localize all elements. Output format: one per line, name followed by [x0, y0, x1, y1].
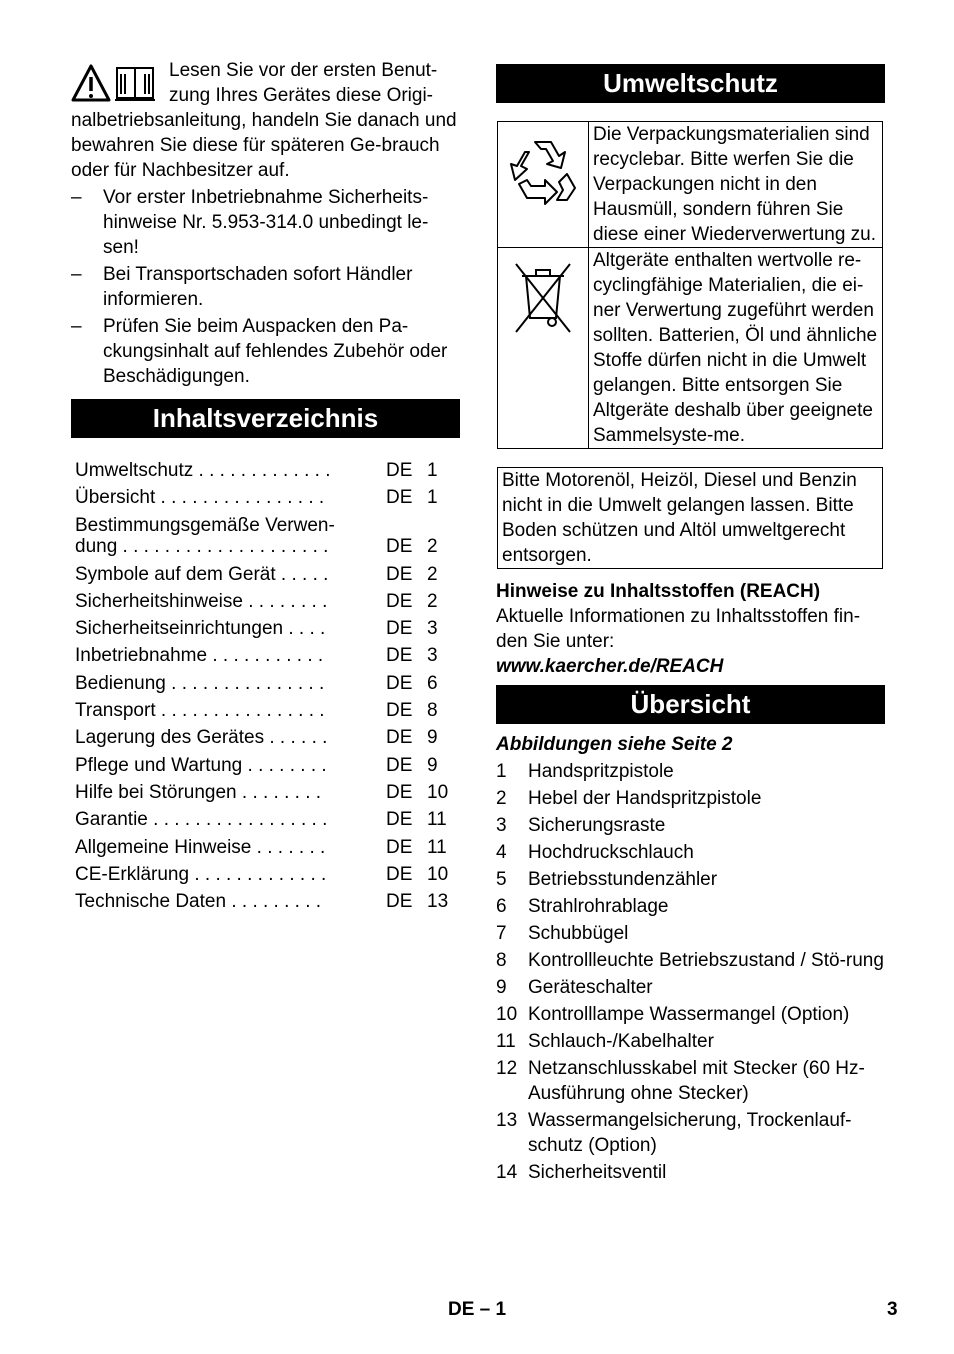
intro-first-line: Lesen Sie vor der ersten Benut- [169, 60, 438, 81]
parts-list [496, 759, 885, 1185]
list-item [71, 314, 460, 389]
toc-entry-title: Bestimmungsgemäße Verwen- [75, 514, 335, 536]
list-item [496, 921, 885, 946]
item-label: Hebel der Handspritzpistole [528, 788, 762, 809]
list-item [496, 1029, 885, 1054]
toc-entry-page: 1 [427, 487, 438, 509]
bin-cell [498, 248, 589, 449]
footer-lang-page: DE – 1 [448, 1299, 507, 1320]
toc-entry[interactable] [75, 778, 460, 805]
list-item [496, 975, 885, 1000]
bullet-text: Bei Transportschaden sofort Händler informieren. [103, 264, 413, 310]
toc-entry-page: 10 [427, 863, 449, 885]
item-label: Schlauch-/Kabelhalter [528, 1031, 714, 1052]
item-number: 11 [496, 1031, 516, 1052]
list-item [496, 1108, 885, 1158]
item-label: Schubbügel [528, 923, 629, 944]
toc-leader-dots: . . . . . . . . . . . . . . . . . . . . [117, 535, 329, 557]
environment-heading: Umweltschutz [496, 64, 885, 103]
reach-link[interactable]: www.kaercher.de/REACH [496, 656, 724, 677]
list-item [496, 894, 885, 919]
toc-entry-page: 13 [427, 891, 449, 913]
item-number: 5 [496, 869, 507, 890]
toc-entry-title: Transport . . . . . . . . . . . . . . . . [75, 700, 325, 722]
item-label: Netzanschlusskabel mit Stecker (60 Hz-Ausführung ohne Stecker) [528, 1058, 865, 1104]
table-row [498, 248, 883, 449]
item-label: Sicherungsraste [528, 815, 666, 836]
list-item [71, 262, 460, 312]
toc-entry-page: 1 [427, 460, 438, 481]
toc-entry-prefix: DE [386, 563, 413, 585]
intro-bullets [71, 185, 460, 389]
recycling-icon [505, 134, 581, 210]
item-number: 14 [496, 1162, 518, 1183]
list-item [71, 185, 460, 260]
toc-entry-prefix: DE [386, 672, 413, 694]
toc-entry[interactable] [75, 614, 460, 641]
toc-entry-title: Sicherheitshinweise . . . . . . . . [75, 590, 328, 612]
toc-leader-dots: . . . . . . . . . . . [207, 645, 324, 667]
toc-entry-prefix: DE [386, 891, 413, 913]
toc-entry-title: Allgemeine Hinweise . . . . . . . [75, 836, 326, 858]
toc-entry[interactable] [75, 560, 460, 587]
toc-entry-prefix: DE [386, 487, 413, 509]
toc-entry-title: Sicherheitseinrichtungen . . . . [75, 618, 326, 640]
list-item [496, 1002, 885, 1027]
overview-subheading: Abbildungen siehe Seite 2 [496, 734, 733, 755]
toc-entry-prefix: DE [386, 727, 413, 749]
warning-triangle-icon [73, 66, 109, 100]
list-item [496, 813, 885, 838]
toc-entry[interactable] [75, 887, 460, 914]
toc-entry[interactable] [75, 511, 460, 560]
list-item [496, 840, 885, 865]
toc-leader-dots: . . . . . . . . . [226, 891, 322, 913]
toc-leader-dots: . . . . . . . . . . . . . . . . [155, 700, 325, 722]
item-label: Kontrollleuchte Betriebszustand / Stö-rung [528, 950, 884, 971]
toc-entry-prefix: DE [386, 618, 413, 640]
toc-leader-dots: . . . . . . . . [236, 781, 322, 803]
toc-entry-prefix: DE [386, 809, 413, 831]
toc-entry-page: 11 [427, 836, 447, 858]
table-row [498, 122, 883, 248]
intro-rest: nalbetriebsanleitung, handeln Sie danach und bewahren Sie diese für späteren Ge-brauch oder für Nachbesitzer auf. [71, 110, 457, 181]
toc-entry-page: 8 [427, 700, 438, 722]
toc-leader-dots: . . . . . . . . . . . . . [193, 460, 331, 481]
list-item [496, 1160, 885, 1185]
toc-entry-title-cont-text: dung [75, 535, 118, 557]
item-number: 8 [496, 950, 507, 971]
toc-entry-page: 10 [427, 781, 449, 803]
right-column [496, 64, 885, 1185]
recycling-cell [498, 122, 589, 248]
item-label: Wassermangelsicherung, Trockenlauf-schutz (Option) [528, 1110, 852, 1156]
item-label: Handspritzpistole [528, 761, 674, 782]
toc-leader-dots: . . . . . . . . [242, 754, 327, 776]
item-label: Kontrolllampe Wassermangel (Option) [528, 1004, 850, 1025]
warning-manual-icons [71, 62, 161, 108]
toc-entry-title-cont [75, 534, 328, 559]
toc-entry-title: Inbetriebnahme . . . . . . . . . . . [75, 645, 324, 667]
toc-entry-title: Technische Daten . . . . . . . . . [75, 891, 322, 913]
toc-entry-page: 11 [427, 809, 447, 831]
toc-entry-page: 2 [427, 535, 438, 557]
item-label: Hochdruckschlauch [528, 842, 694, 863]
item-label: Geräteschalter [528, 977, 653, 998]
toc-leader-dots: . . . . [283, 618, 326, 640]
intro-section [71, 58, 460, 389]
list-item [496, 948, 885, 973]
toc-entry-title: Übersicht . . . . . . . . . . . . . . . . [75, 487, 325, 509]
toc-entry[interactable] [75, 805, 460, 832]
toc-leader-dots: . . . . . [275, 563, 329, 585]
toc-entry[interactable] [75, 751, 460, 778]
left-column [71, 58, 460, 914]
item-number: 12 [496, 1058, 518, 1079]
toc-entry-page: 2 [427, 563, 438, 585]
toc-entry-prefix: DE [386, 535, 413, 557]
dash-mark: – [71, 187, 82, 208]
toc-entry-page: 9 [427, 754, 438, 776]
item-number: 7 [496, 923, 507, 944]
item-number: 4 [496, 842, 507, 863]
item-number: 13 [496, 1110, 518, 1131]
item-number: 1 [496, 761, 507, 782]
toc-entry-prefix: DE [386, 460, 413, 481]
toc-entry[interactable] [75, 860, 460, 887]
toc-entry[interactable] [75, 456, 460, 483]
item-number: 10 [496, 1004, 518, 1025]
toc-leader-dots: . . . . . . . . . . . . . [189, 863, 327, 885]
toc-entry-prefix: DE [386, 590, 413, 612]
item-number: 6 [496, 896, 507, 917]
toc-entry-prefix: DE [386, 863, 413, 885]
toc-entry-title: Hilfe bei Störungen . . . . . . . . [75, 781, 322, 803]
toc-entry-page: 3 [427, 618, 438, 640]
toc-entry-prefix: DE [386, 700, 413, 722]
toc-entry[interactable] [75, 723, 460, 750]
toc-leader-dots: . . . . . . [264, 727, 328, 749]
crossed-out-bin-icon [512, 260, 574, 336]
bullet-text: Vor erster Inbetriebnahme Sicherheits-hinweise Nr. 5.953-314.0 unbedingt le-sen! [103, 187, 429, 258]
reach-text: Aktuelle Informationen zu Inhaltsstoffen fin-den Sie unter: [496, 606, 861, 652]
list-item [496, 867, 885, 892]
toc-entry[interactable] [75, 587, 460, 614]
table-of-contents [71, 456, 460, 914]
toc-entry-title: Pflege und Wartung . . . . . . . . [75, 754, 327, 776]
dash-mark: – [71, 316, 82, 337]
toc-entry-title: Garantie . . . . . . . . . . . . . . . . . [75, 809, 328, 831]
toc-entry[interactable] [75, 483, 460, 510]
manual-book-icon [115, 68, 155, 100]
item-label: Betriebsstundenzähler [528, 869, 718, 890]
toc-entry-page: 9 [427, 727, 438, 749]
overview-heading: Übersicht [496, 685, 885, 724]
toc-entry-prefix: DE [386, 781, 413, 803]
dash-mark: – [71, 264, 82, 285]
toc-entry-title: Umweltschutz . . . . . . . . . . . . . [75, 460, 331, 481]
list-item [496, 1056, 885, 1106]
toc-entry-page: 2 [427, 590, 438, 612]
toc-entry-prefix: DE [386, 836, 413, 858]
intro-second-line: zung Ihres Gerätes diese Origi- [169, 85, 434, 106]
toc-entry-prefix: DE [386, 645, 413, 667]
bin-text: Altgeräte enthalten wertvolle re-cyclingfähige Materialien, die ei-ner Verwertung zugeführt werden sollten. Batterien, Öl und ähnliche Stoffe dürfen nicht in die Umwelt gelangen. Bitte entsorgen Sie Altgeräte deshalb über geeignete Sammelsyste-me. [589, 248, 883, 449]
toc-entry-title: CE-Erklärung . . . . . . . . . . . . . [75, 863, 327, 885]
toc-entry-page: 3 [427, 645, 438, 667]
toc-leader-dots: . . . . . . . [251, 836, 326, 858]
toc-entry[interactable] [75, 833, 460, 860]
toc-entry-page: 6 [427, 672, 438, 694]
recycling-text: Die Verpackungsmaterialien sind recyclebar. Bitte werfen Sie die Verpackungen nicht in den Hausmüll, sondern führen Sie diese einer Wiederverwertung zu. [589, 122, 883, 248]
list-item [496, 786, 885, 811]
toc-entry-title: Lagerung des Gerätes . . . . . . [75, 727, 328, 749]
toc-leader-dots: . . . . . . . . [242, 590, 328, 612]
toc-entry-title: Symbole auf dem Gerät . . . . . [75, 563, 329, 585]
toc-leader-dots: . . . . . . . . . . . . . . . . [155, 487, 325, 509]
reach-heading: Hinweise zu Inhaltsstoffen (REACH) [496, 581, 821, 602]
bullet-text: Prüfen Sie beim Auspacken den Pa-ckungsinhalt auf fehlendes Zubehör oder Beschädigungen. [103, 316, 448, 387]
item-number: 9 [496, 977, 507, 998]
list-item [496, 759, 885, 784]
toc-entry-prefix: DE [386, 754, 413, 776]
footer-page-number: 3 [887, 1299, 898, 1320]
toc-entry[interactable] [75, 641, 460, 668]
item-label: Sicherheitsventil [528, 1162, 667, 1183]
item-number: 3 [496, 815, 507, 836]
toc-entry[interactable] [75, 669, 460, 696]
item-number: 2 [496, 788, 507, 809]
toc-entry-title: Bedienung . . . . . . . . . . . . . . . [75, 672, 325, 694]
item-label: Strahlrohrablage [528, 896, 669, 917]
toc-leader-dots: . . . . . . . . . . . . . . . . . [147, 809, 328, 831]
toc-leader-dots: . . . . . . . . . . . . . . . [165, 672, 325, 694]
toc-heading: Inhaltsverzeichnis [71, 399, 460, 438]
oil-notice: Bitte Motorenöl, Heizöl, Diesel und Benzin nicht in die Umwelt gelangen lassen. Bitte Boden schützen und Altöl umweltgerecht entsorgen. [497, 467, 883, 569]
toc-entry[interactable] [75, 696, 460, 723]
environment-table [497, 121, 883, 449]
